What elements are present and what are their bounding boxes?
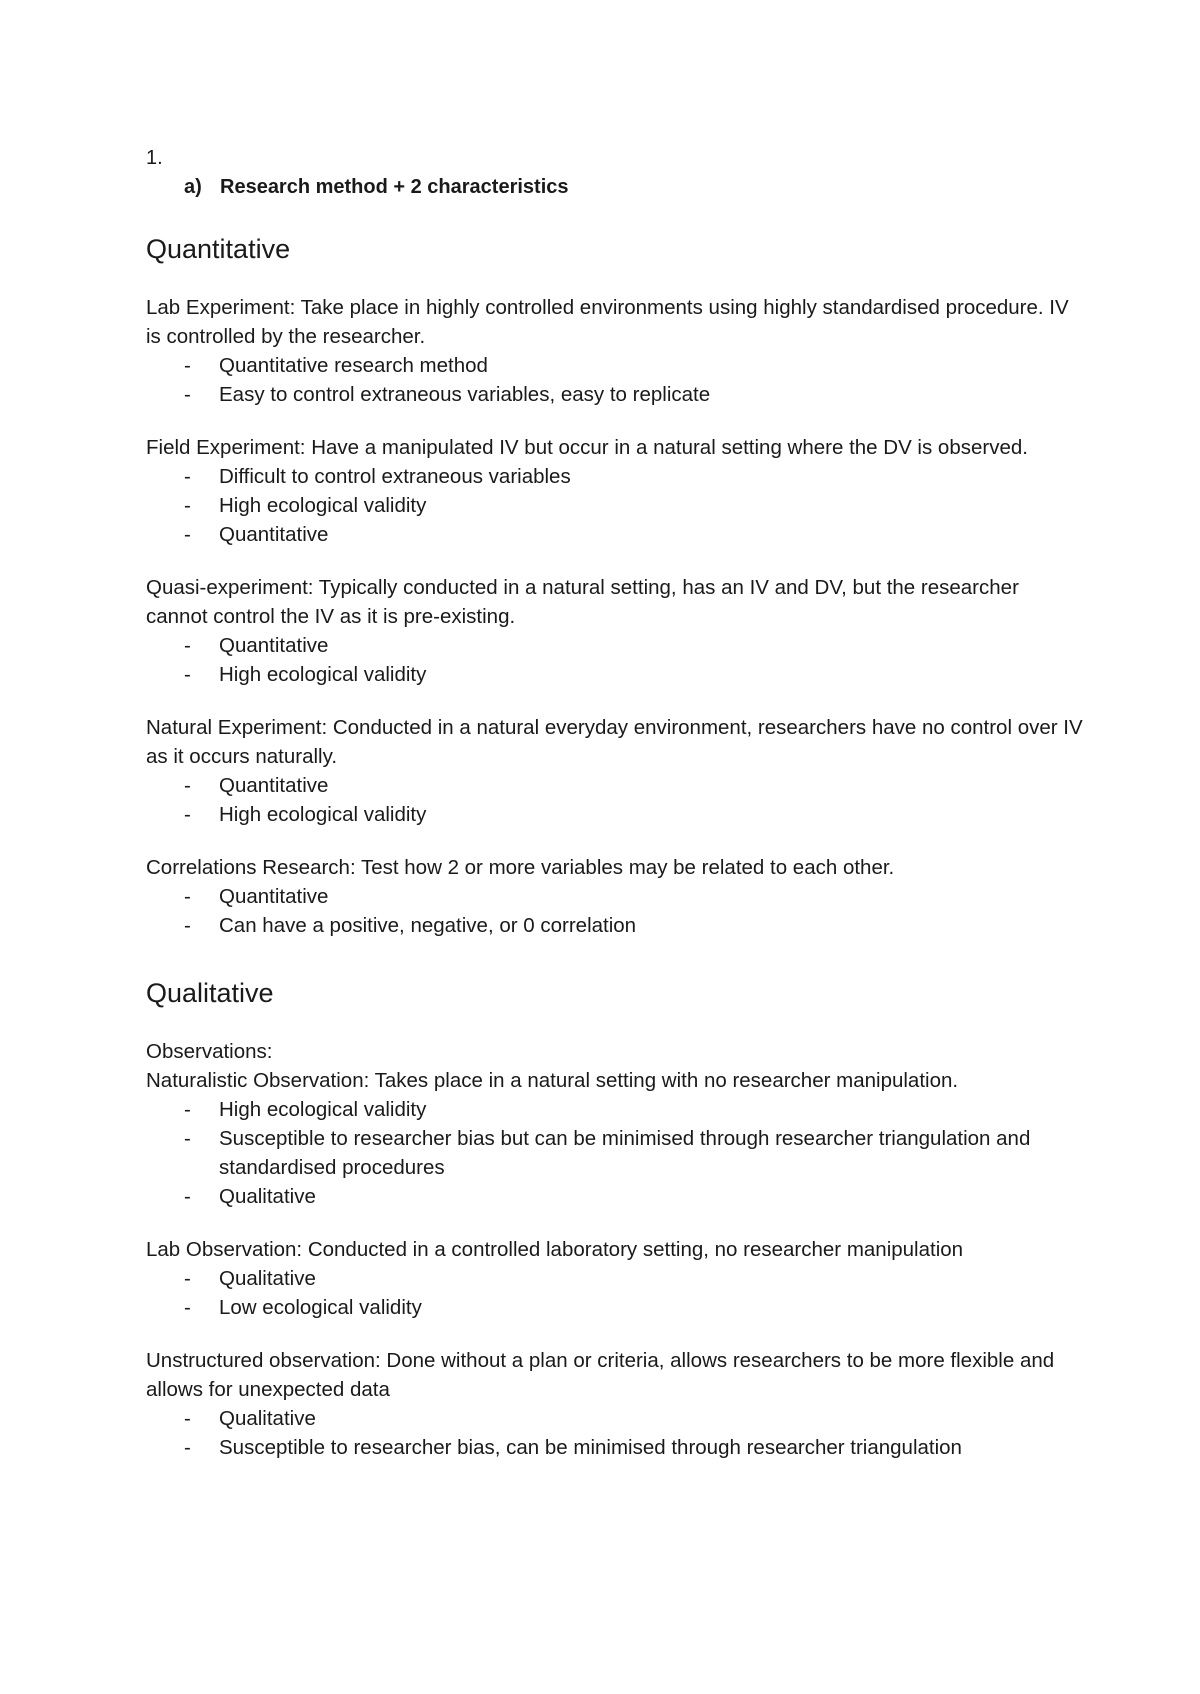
characteristics-list — [146, 771, 1086, 829]
method-natural-experiment — [146, 713, 1086, 829]
list-item: - High ecological validity — [146, 1095, 1086, 1124]
method-quasi-experiment — [146, 573, 1086, 689]
method-field-experiment — [146, 433, 1086, 549]
characteristics-list — [146, 1404, 1086, 1462]
list-item: - Quantitative — [146, 520, 1086, 549]
list-item: - Qualitative — [146, 1264, 1086, 1293]
characteristics-list — [146, 462, 1086, 549]
method-description: Naturalistic Observation: Takes place in a natural setting with no researcher manipulation. — [146, 1069, 959, 1092]
list-item: - Susceptible to researcher bias, can be minimised through researcher triangulation — [146, 1433, 1086, 1462]
question-part-letter: a) — [184, 176, 202, 198]
list-item: - Qualitative — [146, 1404, 1086, 1433]
characteristics-list — [146, 631, 1086, 689]
characteristics-list — [146, 1264, 1086, 1322]
method-unstructured-observation — [146, 1346, 1086, 1462]
list-item: - Quantitative — [146, 771, 1086, 800]
list-item: - Qualitative — [146, 1182, 1086, 1211]
method-naturalistic-observation — [146, 1037, 1086, 1211]
section-title-qualitative: Qualitative — [146, 978, 274, 1008]
list-item: - High ecological validity — [146, 660, 1086, 689]
method-description: Natural Experiment: Conducted in a natural everyday environment, researchers have no control over IV as it occurs naturally. — [146, 716, 1083, 768]
method-description: Field Experiment: Have a manipulated IV but occur in a natural setting where the DV is observed. — [146, 436, 1028, 459]
question-number: 1. — [146, 147, 163, 169]
list-item: - Quantitative — [146, 882, 1086, 911]
list-item: - Quantitative — [146, 631, 1086, 660]
list-item: - Easy to control extraneous variables, easy to replicate — [146, 380, 1086, 409]
list-item: - Can have a positive, negative, or 0 correlation — [146, 911, 1086, 940]
method-description: Quasi-experiment: Typically conducted in a natural setting, has an IV and DV, but the researcher cannot control the IV as it is pre-existing. — [146, 576, 1019, 628]
question-part-title: Research method + 2 characteristics — [220, 176, 569, 198]
list-item: - High ecological validity — [146, 800, 1086, 829]
section-title-quantitative: Quantitative — [146, 234, 291, 264]
method-description: Lab Experiment: Take place in highly controlled environments using highly standardised procedure. IV is controlled by the researcher. — [146, 296, 1069, 348]
characteristics-list — [146, 882, 1086, 940]
list-item: - Low ecological validity — [146, 1293, 1086, 1322]
list-item: - Quantitative research method — [146, 351, 1086, 380]
method-description: Correlations Research: Test how 2 or more variables may be related to each other. — [146, 856, 895, 879]
list-item: - Difficult to control extraneous variables — [146, 462, 1086, 491]
characteristics-list — [146, 1095, 1086, 1211]
list-item: - Susceptible to researcher bias but can be minimised through researcher triangulation and standardised procedures — [146, 1124, 1086, 1182]
method-correlations-research — [146, 853, 1086, 940]
document-page — [146, 146, 1086, 1462]
list-item: - High ecological validity — [146, 491, 1086, 520]
method-description: Unstructured observation: Done without a plan or criteria, allows researchers to be more flexible and allows for unexpected data — [146, 1349, 1055, 1401]
question-part-heading — [184, 174, 1086, 200]
characteristics-list — [146, 351, 1086, 409]
observations-label: Observations: — [146, 1040, 273, 1063]
method-lab-observation — [146, 1235, 1086, 1322]
method-lab-experiment — [146, 293, 1086, 409]
method-description: Lab Observation: Conducted in a controlled laboratory setting, no researcher manipulation — [146, 1238, 964, 1261]
